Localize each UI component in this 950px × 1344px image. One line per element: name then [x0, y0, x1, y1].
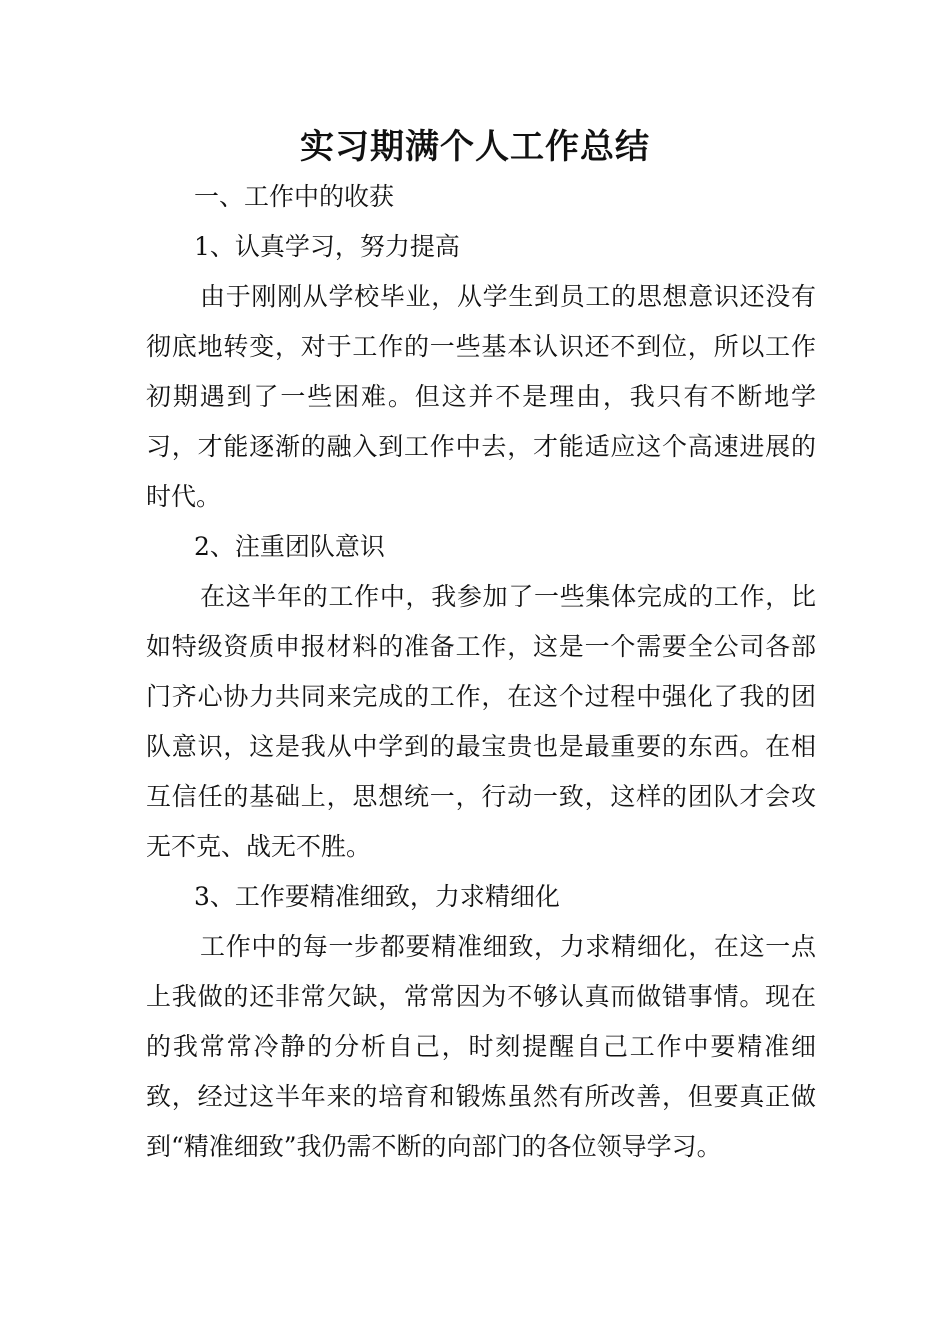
document-title: 实习期满个人工作总结: [300, 127, 650, 167]
paragraph-study: 由于刚刚从学校毕业，从学生到员工的思想意识还没有彻底地转变，对于工作的一些基本认识还不到位，所以工作初期遇到了一些困难。但这并不是理由，我只有不断地学习，才能逐渐的融入到工作中去，才能适应这个高速进展的时代。: [146, 282, 816, 511]
paragraph-precision: 工作中的每一步都要精准细致，力求精细化，在这一点上我做的还非常欠缺，常常因为不够认真而做错事情。现在的我常常冷静的分析自己，时刻提醒自己工作中要精准细致，经过这半年来的培育和锻炼虽然有所改善，但要真正做到“精准细致”我仍需不断的向部门的各位领导学习。: [146, 932, 816, 1161]
document-body: [146, 172, 816, 1172]
subheading-precision: 3、工作要精准细致，力求精细化: [194, 882, 560, 911]
subheading-teamwork: 2、注重团队意识: [194, 532, 385, 561]
subheading-study: 1、认真学习，努力提高: [194, 232, 460, 261]
paragraph-teamwork: 在这半年的工作中，我参加了一些集体完成的工作，比如特级资质申报材料的准备工作，这是一个需要全公司各部门齐心协力共同来完成的工作，在这个过程中强化了我的团队意识，这是我从中学到的最宝贵也是最重要的东西。在相互信任的基础上，思想统一，行动一致，这样的团队才会攻无不克、战无不胜。: [146, 582, 816, 861]
section-heading-harvest: 一、工作中的收获: [194, 182, 395, 211]
